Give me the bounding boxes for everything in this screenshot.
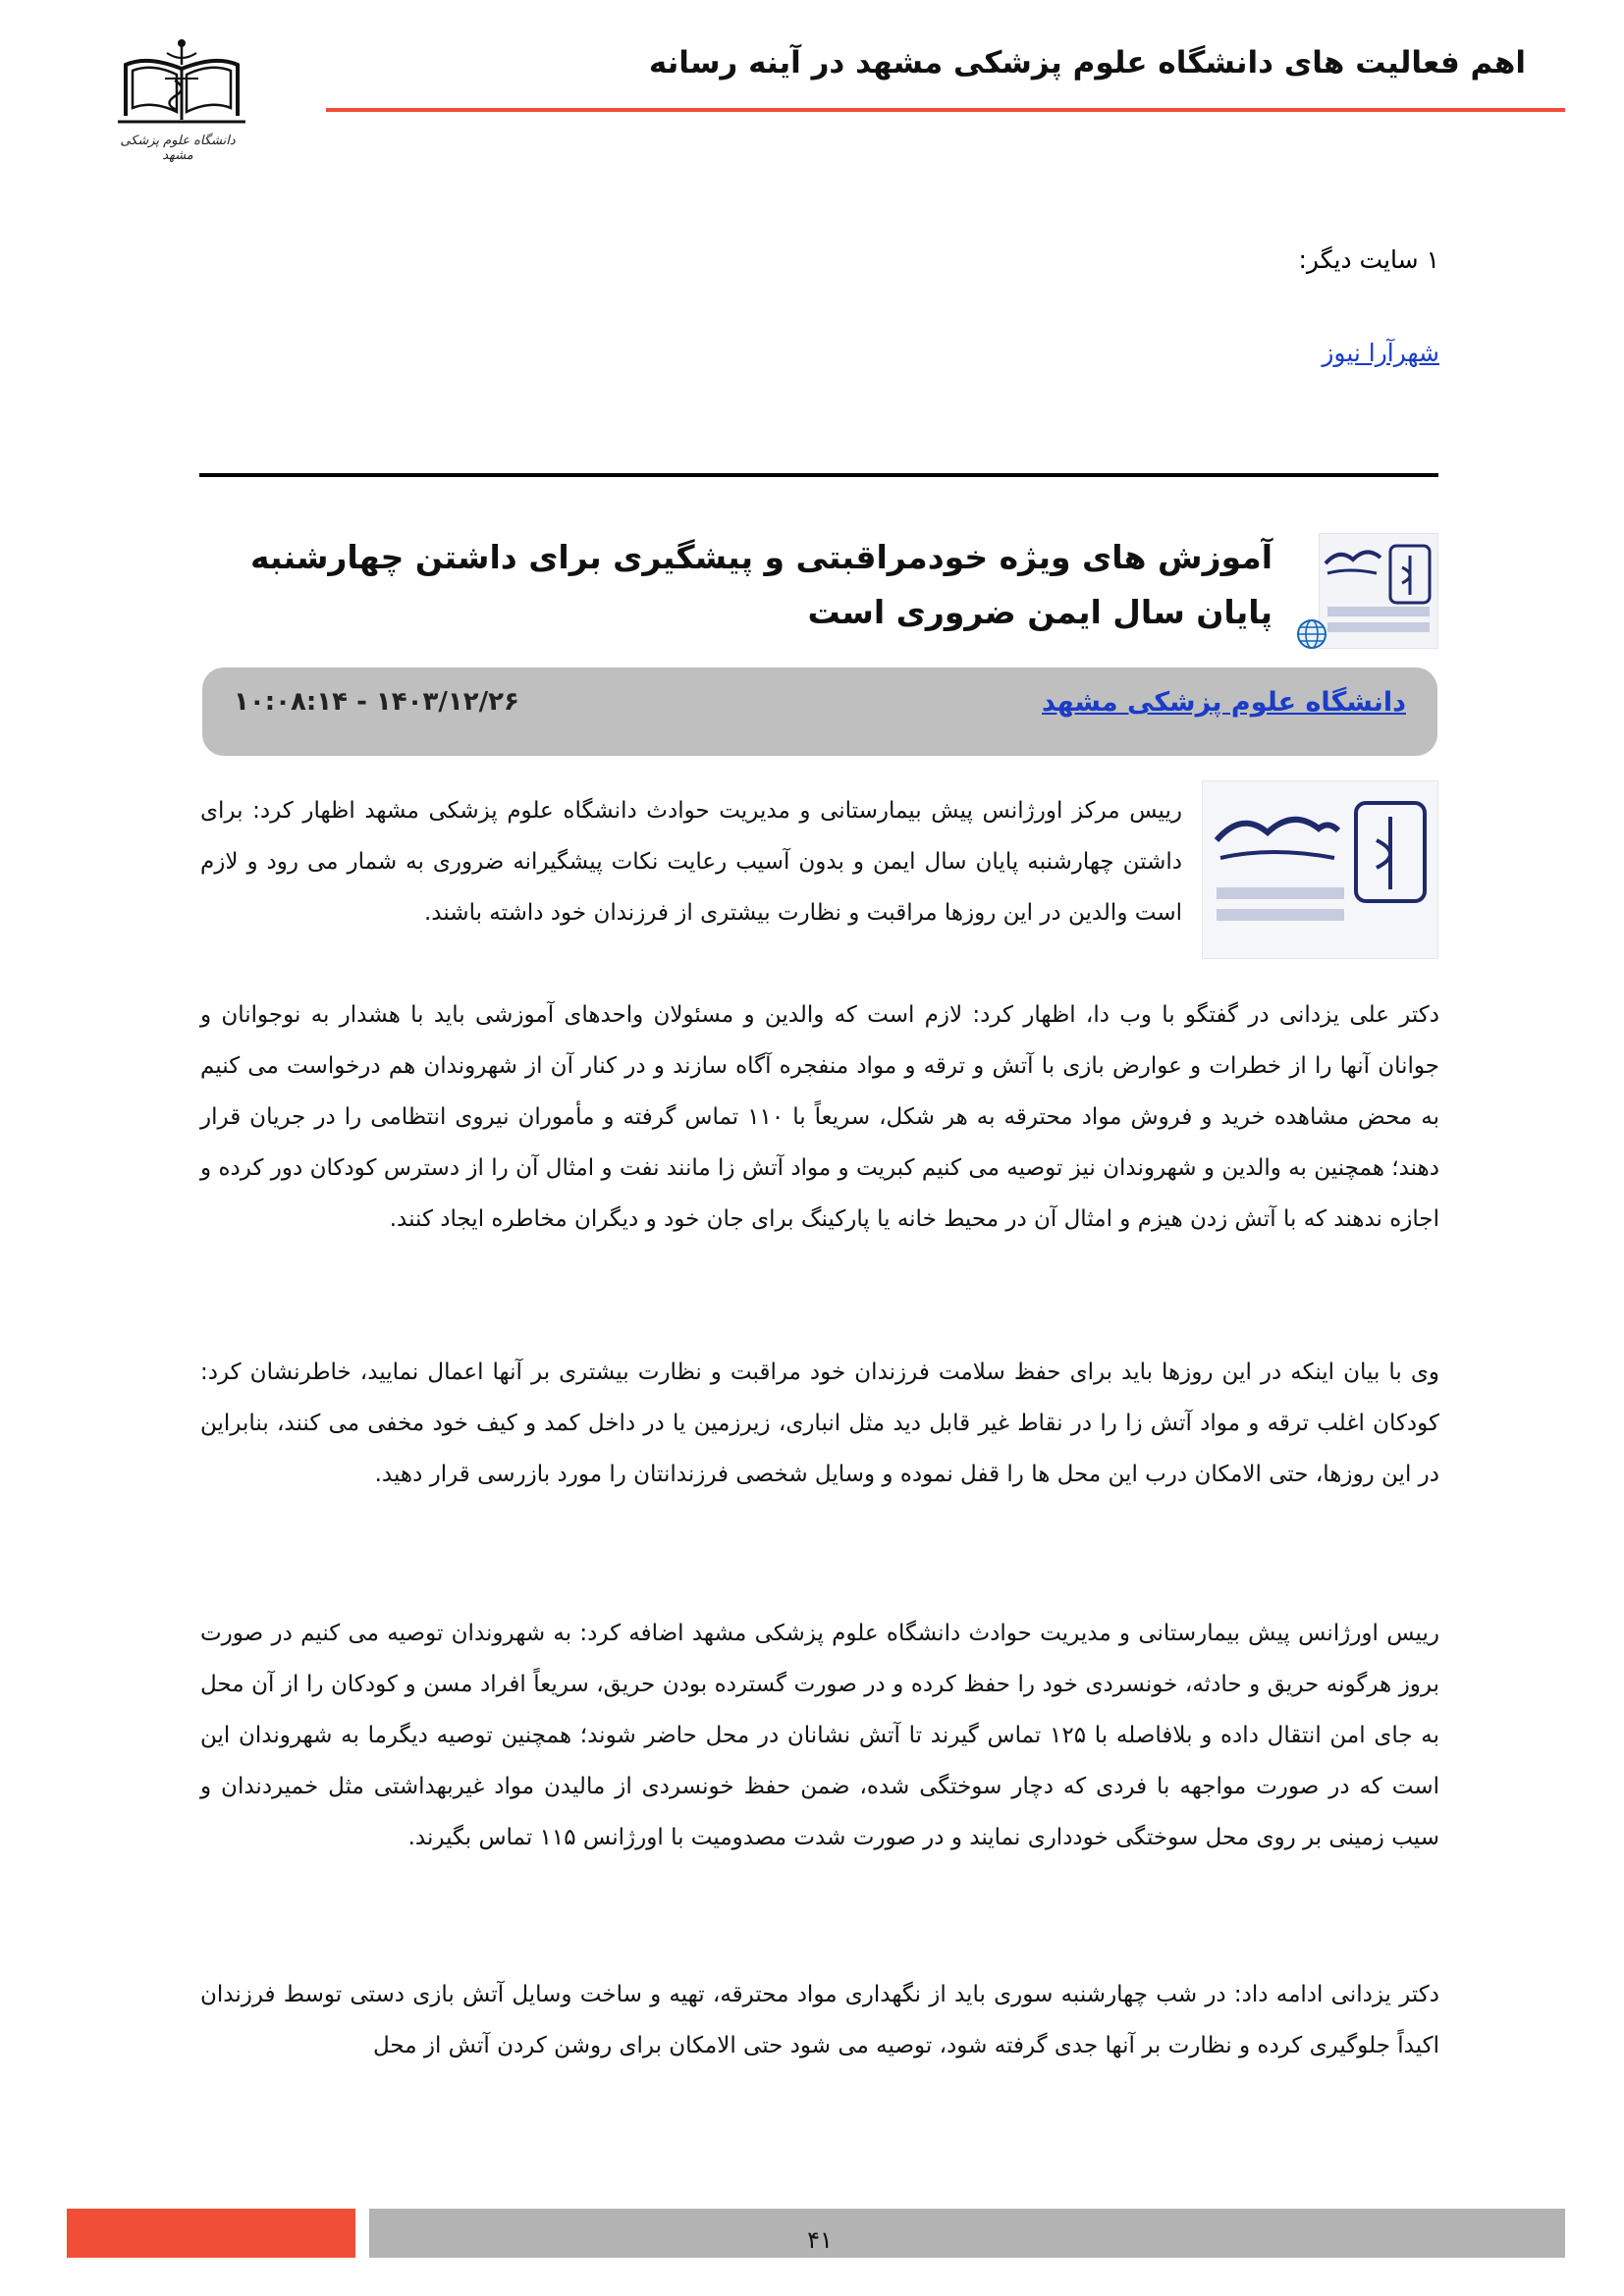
page-header-title: اهم فعالیت های دانشگاه علوم پزشکی مشهد در آینه رسانه	[648, 45, 1526, 80]
mums-logo-icon	[1320, 534, 1437, 648]
article-paragraph: رییس اورژانس پیش بیمارستانی و مدیریت حوادث دانشگاه علوم پزشکی مشهد اضافه کرد: به شهروندان توصیه می کنیم در صورت بروز هرگونه حریق و حادثه، خونسردی خود را حفظ کرده و در صورت گسترده بودن حریق، سریعاً افراد مسن و کودکان را از آن محل به جای امن انتقال داده و بلافاصله با ۱۲۵ تماس گیرند تا آتش نشانان در محل حاضر شوند؛ همچنین توصیه دیگرما به شهروندان این است که در صورت مواجهه با فردی که دچار سوختگی شده، ضمن حفظ خونسردی از مالیدن مواد غیربهداشتی مثل خمیردندان و سیب زمینی بر روی محل سوختگی خودداری نمایند و در صورت شدت مصدومیت با اورژانس ۱۱۵ تماس بگیرند.	[200, 1621, 1440, 1850]
article-lead: رییس مرکز اورژانس پیش بیمارستانی و مدیریت حوادث دانشگاه علوم پزشکی مشهد اظهار کرد: برای داشتن چهارشنبه پایان سال ایمن و بدون آسیب رعایت نکات پیشگیرانه ضروری به شمار می رود و لازم است والدین در این روزها مراقبت و نظارت بیشتری از فرزندان خود داشته باشند.	[200, 798, 1182, 926]
other-sites-label: ۱ سایت دیگر:	[1298, 245, 1439, 274]
article-paragraph: دکتر یزدانی ادامه داد: در شب چهارشنبه سوری باید از نگهداری مواد محترقه، تهیه و ساخت وسایل آتش بازی دستی توسط فرزندان اکیداً جلوگیری کرده و نظارت بر آنها جدی گرفته شود، توصیه می شود حتی الامکان برای روشن کردن آتش از محل	[200, 1982, 1439, 2058]
news-thumbnail-large	[1202, 780, 1438, 959]
page-number: ۴۱	[807, 2226, 833, 2254]
footer-bar	[369, 2209, 1565, 2258]
globe-icon[interactable]	[1296, 618, 1327, 650]
article-title: آموزش های ویژه خودمراقبتی و پیشگیری برای داشتن چهارشنبه پایان سال ایمن ضروری است	[249, 538, 1272, 631]
article-source-link[interactable]: دانشگاه علوم پزشکی مشهد	[1042, 687, 1406, 718]
site-link-shahraranews[interactable]: شهرآرا نیوز	[1322, 339, 1439, 367]
university-emblem-icon	[108, 35, 255, 133]
logo-caption: دانشگاه علوم پزشکی مشهد	[120, 133, 236, 163]
article-paragraph: دکتر علی یزدانی در گفتگو با وب دا، اظهار کرد: لازم است که والدین و مسئولان واحدهای آموزشی باید با هشدار به نوجوانان و جوانان آنها را از خطرات و عوارض بازی با آتش و ترقه و مواد منفجره آگاه سازند و در کنار آن از شهروندان هم درخواست می کنیم به محض مشاهده خرید و فروش مواد محترقه به هر شکل، سریعاً با ۱۱۰ تماس گرفته و مأموران نیروی انتظامی را در جریان قرار دهند؛ همچنین به والدین و شهروندان نیز توصیه می کنیم کبریت و مواد آتش زا مانند نفت و امثال آن را از دسترس کودکان دور کرده و اجازه ندهند که با آتش زدن هیزم و امثال آن در محیط خانه یا پارکینگ برای جان خود و دیگران مخاطره ایجاد کنند.	[200, 1002, 1439, 1232]
news-thumbnail-small	[1319, 533, 1438, 649]
mums-logo-large-icon	[1203, 781, 1437, 958]
header-rule	[326, 108, 1565, 112]
article-paragraph: وی با بیان اینکه در این روزها باید برای حفظ سلامت فرزندان خود مراقبت و نظارت بیشتری بر آنها اعمال نمایید، خاطرنشان کرد: کودکان اغلب ترقه و مواد آتش زا را در نقاط غیر قابل دید مثل انباری، زیرزمین یا در داخل کمد و کیف خود مخفی می کنند، بنابراین در این روزها، حتی الامکان درب این محل ها را قفل نموده و وسایل شخصی فرزندانتان را مورد بازرسی قرار دهید.	[200, 1360, 1439, 1487]
footer-accent-bar	[67, 2209, 355, 2258]
article-datetime: ۱۴۰۳/۱۲/۲۶ - ۱۰:۰۸:۱۴	[234, 687, 519, 717]
section-divider	[199, 473, 1438, 477]
